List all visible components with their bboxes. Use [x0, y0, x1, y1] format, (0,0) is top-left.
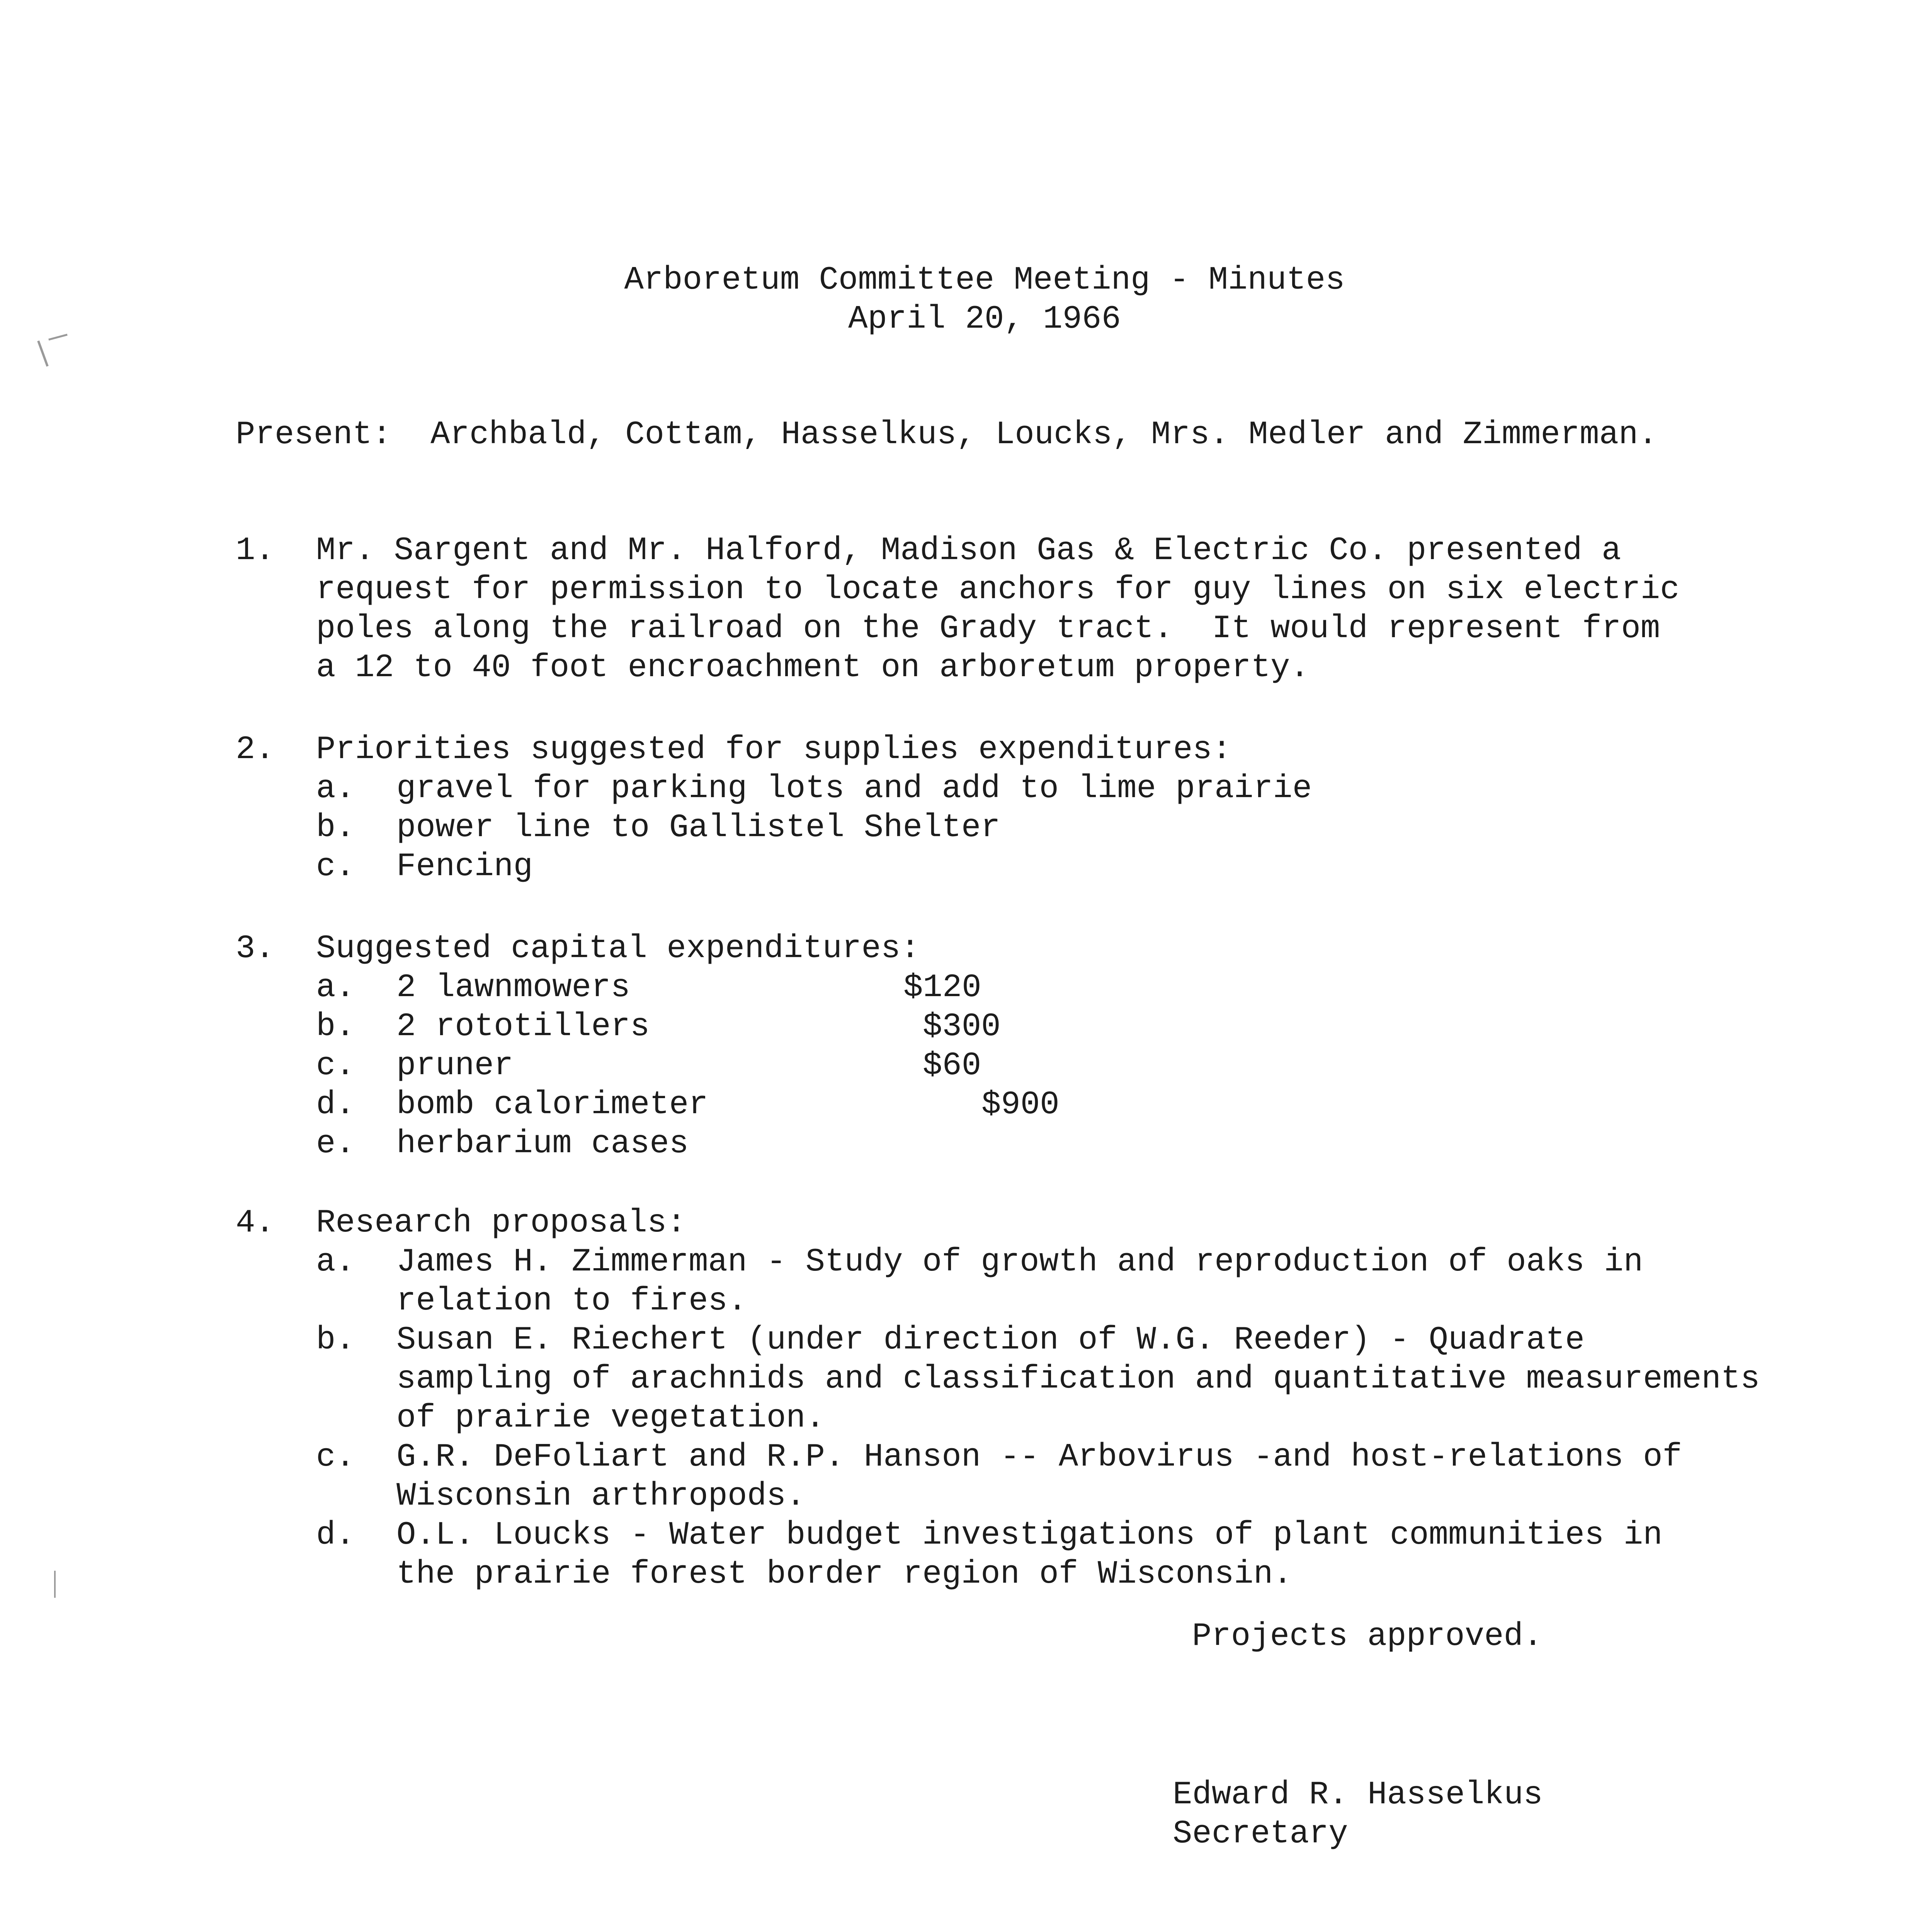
signatory-role: Secretary — [1173, 1816, 1348, 1852]
approval-note: Projects approved. — [1192, 1618, 1543, 1655]
item-number: 2. — [236, 731, 275, 768]
sub-item-line: of prairie vegetation. — [396, 1400, 825, 1437]
sub-item-letter: d. — [316, 1087, 355, 1123]
sub-item-text: Fencing — [396, 849, 533, 885]
item-body — [316, 730, 1823, 769]
attendees-line: Present: Archbald, Cottam, Hasselkus, Loucks, Mrs. Medler and Zimmerman. — [236, 417, 1658, 453]
title-line-date: April 20, 1966 — [848, 301, 1121, 338]
sub-item-line: relation to fires. — [396, 1283, 747, 1320]
scan-mark — [54, 1571, 56, 1598]
title-line-meeting: Arboretum Committee Meeting - Minutes — [624, 262, 1345, 299]
sub-item-letter: c. — [316, 849, 355, 885]
sub-item — [316, 1438, 1862, 1516]
sub-item — [316, 1243, 1862, 1321]
sub-item — [316, 1321, 1862, 1438]
sub-item-text: 2 rototillers — [396, 1009, 650, 1045]
cost-amount: $60 — [923, 1048, 981, 1084]
item-heading: Research proposals: — [316, 1205, 686, 1242]
signature-block — [1173, 1776, 1543, 1854]
item-number: 3. — [236, 930, 275, 967]
sub-item-letter: b. — [316, 1322, 355, 1359]
sub-item-line: the prairie forest border region of Wisconsin. — [396, 1556, 1293, 1593]
item-line: poles along the railroad on the Grady tract. It would represent from — [316, 611, 1660, 647]
sub-item — [316, 1007, 1823, 1046]
item-heading: Priorities suggested for supplies expenditures: — [316, 731, 1232, 768]
item-body — [316, 929, 1823, 968]
sub-item-line: O.L. Loucks - Water budget investigations of plant communities in — [396, 1517, 1663, 1554]
sub-item-text: gravel for parking lots and add to lime prairie — [396, 770, 1312, 807]
sub-list — [316, 968, 1823, 1163]
sub-item-line: James H. Zimmerman - Study of growth and reproduction of oaks in — [396, 1244, 1643, 1281]
sub-item — [316, 808, 1823, 847]
sub-item-letter: b. — [316, 810, 355, 846]
sub-item-line: G.R. DeFoliart and R.P. Hanson -- Arbovirus -and host-relations of — [396, 1439, 1682, 1476]
item-line: a 12 to 40 foot encroachment on arboretum property. — [316, 650, 1310, 686]
sub-item-letter: b. — [316, 1009, 355, 1045]
sub-item — [316, 847, 1823, 886]
sub-item — [316, 1085, 1823, 1124]
sub-item-text: herbarium cases — [396, 1126, 689, 1162]
sub-item-text: bomb calorimeter — [396, 1087, 708, 1123]
item-body — [316, 1204, 1823, 1243]
sub-item-letter: c. — [316, 1439, 355, 1476]
signatory-name: Edward R. Hasselkus — [1173, 1777, 1543, 1813]
cost-amount: $120 — [903, 969, 981, 1006]
document-title — [0, 261, 1932, 339]
sub-item-line: Susan E. Riechert (under direction of W.G. Reeder) - Quadrate — [396, 1322, 1585, 1359]
item-body — [316, 531, 1823, 687]
sub-item-letter: c. — [316, 1048, 355, 1084]
sub-item-line: Wisconsin arthropods. — [396, 1478, 806, 1515]
sub-item — [316, 1124, 1823, 1163]
item-number: 4. — [236, 1205, 275, 1242]
sub-item-text: power line to Gallistel Shelter — [396, 810, 1000, 846]
item-number: 1. — [236, 532, 275, 569]
sub-item-letter: e. — [316, 1126, 355, 1162]
sub-item-letter: a. — [316, 969, 355, 1006]
sub-item-text: 2 lawnmowers — [396, 969, 630, 1006]
scan-mark — [37, 340, 49, 367]
sub-item-letter: a. — [316, 1244, 355, 1281]
sub-list — [316, 1243, 1862, 1594]
cost-amount: $300 — [923, 1009, 1001, 1045]
cost-amount: $900 — [981, 1087, 1060, 1123]
item-heading: Suggested capital expenditures: — [316, 930, 920, 967]
sub-item-letter: a. — [316, 770, 355, 807]
sub-item — [316, 769, 1823, 808]
item-line: Mr. Sargent and Mr. Halford, Madison Gas & Electric Co. presented a — [316, 532, 1621, 569]
sub-item-text: pruner — [396, 1048, 514, 1084]
sub-item-letter: d. — [316, 1517, 355, 1554]
sub-item — [316, 1046, 1823, 1085]
sub-item — [316, 968, 1823, 1007]
sub-item — [316, 1516, 1862, 1594]
sub-item-line: sampling of arachnids and classification and quantitative measurements — [396, 1361, 1760, 1398]
item-line: request for permission to locate anchors for guy lines on six electric — [316, 571, 1680, 608]
sub-list — [316, 769, 1823, 886]
